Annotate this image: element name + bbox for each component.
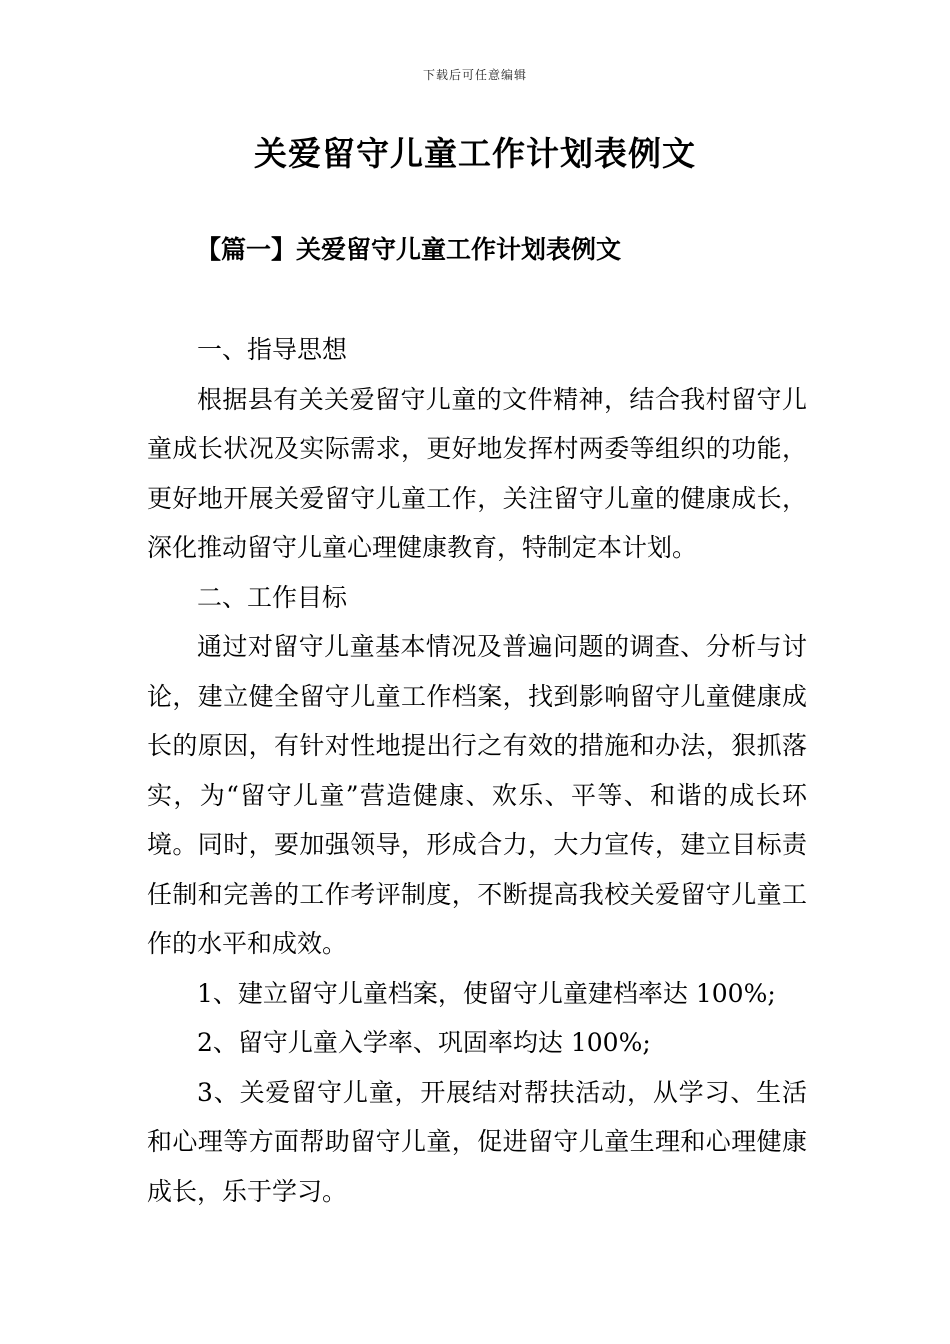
document-body [147, 325, 807, 1216]
paragraph-work-goals: 通过对留守儿童基本情况及普遍问题的调查、分析与讨论，建立健全留守儿童工作档案，找到影响留守儿童健康成长的原因，有针对性地提出行之有效的措施和办法，狠抓落实，为“留守儿童”营造健康、欢乐、平等、和谐的成长环境。同时，要加强领导，形成合力，大力宣传，建立目标责任制和完善的工作考评制度，不断提高我校关爱留守儿童工作的水平和成效。 [147, 632, 807, 958]
paragraph-guiding-ideology: 根据县有关关爱留守儿童的文件精神，结合我村留守儿童成长状况及实际需求，更好地发挥村两委等组织的功能，更好地开展关爱留守儿童工作，关注留守儿童的健康成长，深化推动留守儿童心理健康教育，特制定本计划。 [147, 384, 807, 562]
goal-item-3: 3、关爱留守儿童，开展结对帮扶活动，从学习、生活和心理等方面帮助留守儿童，促进留守儿童生理和心理健康成长，乐于学习。 [147, 1077, 807, 1206]
header-note: 下载后可任意编辑 [422, 68, 527, 82]
section-heading: 【篇一】关爱留守儿童工作计划表例文 [196, 235, 622, 264]
goal-item-2: 2、留守儿童入学率、巩固率均达 100%; [197, 1028, 651, 1057]
document-title: 关爱留守儿童工作计划表例文 [254, 134, 696, 173]
heading-guiding-ideology: 一、指导思想 [197, 335, 348, 364]
goal-item-1: 1、建立留守儿童档案，使留守儿童建档率达 100%; [197, 978, 776, 1008]
heading-work-goals: 二、工作目标 [197, 582, 348, 612]
